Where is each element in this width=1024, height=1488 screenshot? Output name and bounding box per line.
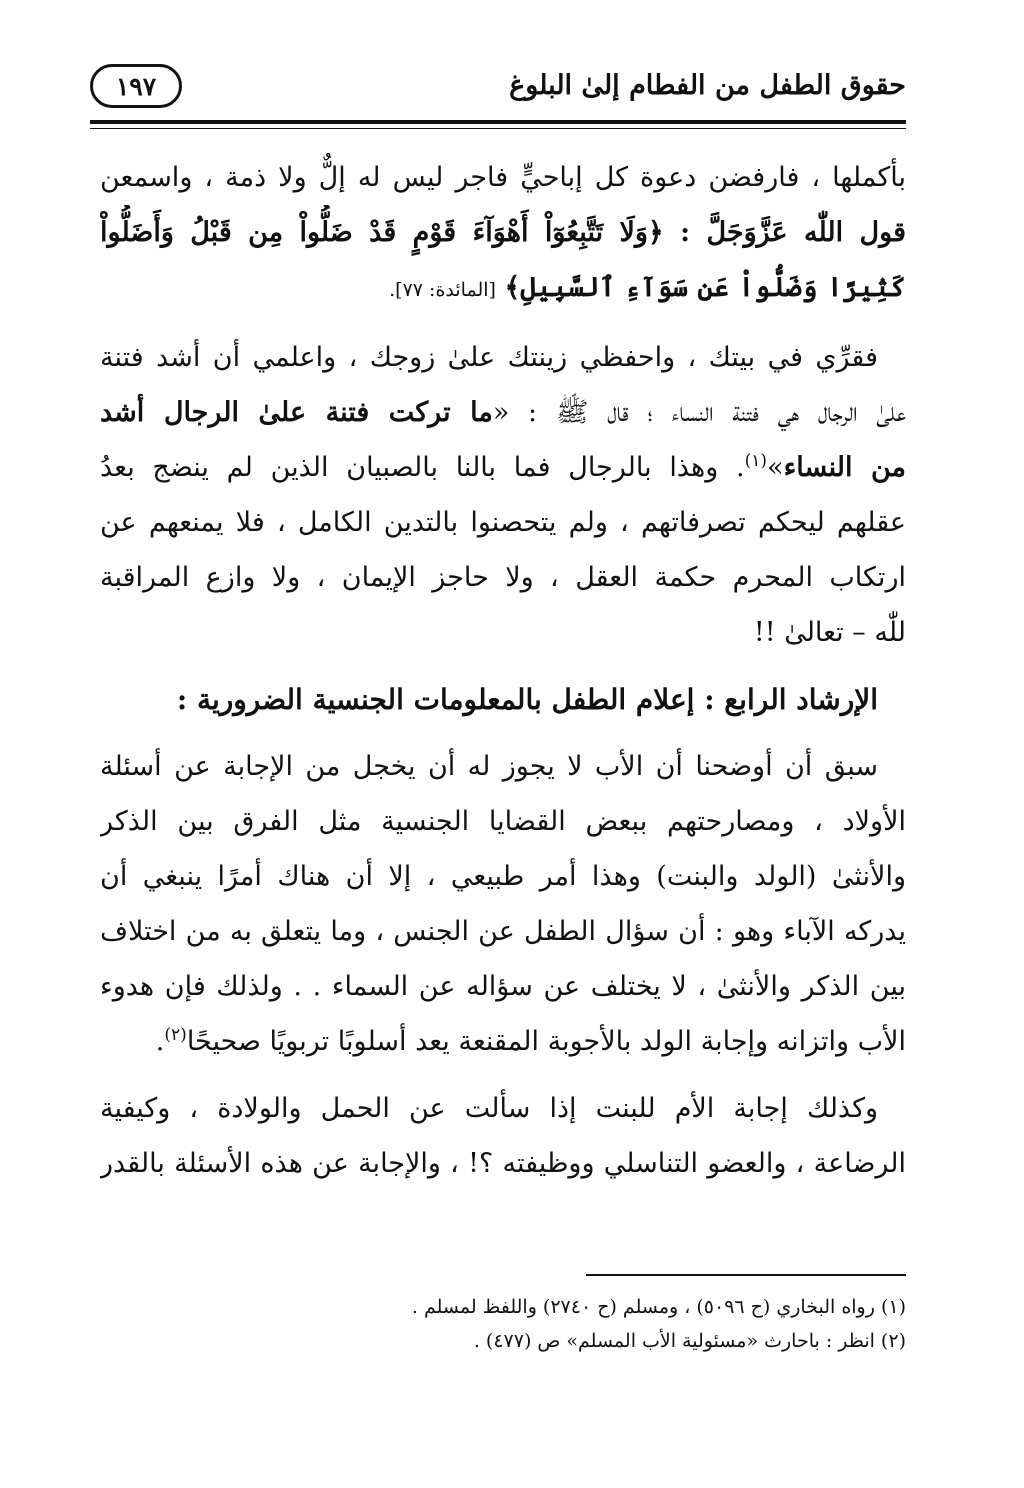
quran-reference: [المائدة: ٧٧]. xyxy=(389,279,496,301)
text-line: يدركه الآباء وهو : أن سؤال الطفل عن الجنس ، وما يتعلق به من اختلاف xyxy=(100,916,906,947)
paragraph-2 xyxy=(100,330,906,660)
text-line: بأكملها ، فارفضن دعوة كل إباحيٍّ فاجر ليس له إلٌّ ولا ذمة ، واسمعن xyxy=(100,162,906,193)
body-text xyxy=(100,150,906,1191)
text-line xyxy=(100,1014,906,1069)
footnote-1: (١) رواه البخاري (ح ٥٠٩٦) ، ومسلم (ح ٢٧٤٠) واللفظ لمسلم . xyxy=(411,1296,906,1318)
text-line: والأنثىٰ (الولد والبنت) وهذا أمر طبيعي ، إلا أن هناك أمرًا ينبغي أن xyxy=(100,861,906,892)
footnotes xyxy=(100,1290,906,1358)
header-rule-thin xyxy=(90,128,906,129)
text-line xyxy=(100,440,906,495)
text-segment: الأب واتزانه وإجابة الولد بالأجوبة المقنعة يعد أسلوبًا تربويًا صحيحًا xyxy=(186,1026,906,1057)
text-line: للّٰه – تعالىٰ !! xyxy=(753,617,906,648)
quran-verse-text: كَثِيرًا وَضَلُّواْ عَن سَوَآءِ ٱلسَّبِيلِ﴾ xyxy=(504,272,906,303)
footnote-marker: (١) xyxy=(744,451,768,471)
text-line: عقلهم ليحكم تصرفاتهم ، ولم يتحصنوا بالتدين الكامل ، فلا يمنعهم عن xyxy=(100,507,906,538)
quote-close: » xyxy=(767,452,784,483)
text-line: سبق أن أوضحنا أن الأب لا يجوز له أن يخجل من الإجابة عن أسئلة xyxy=(100,751,878,782)
footnote-separator xyxy=(586,1274,906,1276)
text-segment: علىٰ الرجال هي فتنة النساء ؛ قال ﷺ : « xyxy=(492,397,906,428)
paragraph-3 xyxy=(100,739,906,1069)
text-line: فقرِّي في بيتك ، واحفظي زينتك علىٰ زوجك ، واعلمي أن أشد فتنة xyxy=(100,342,878,373)
text-segment: . xyxy=(155,1026,165,1057)
paragraph-4 xyxy=(100,1081,906,1191)
hadith-text: ما تركت فتنة علىٰ الرجال أشد xyxy=(100,397,493,428)
quran-verse-line: قول اللّٰه عَزَّوَجَلَّ : ﴿وَلَا تَتَّبِعُوٓاْ أَهْوَآءَ قَوْمٍ قَدْ ضَلُّواْ مِن قَبْلُ وَأَضَلُّواْ xyxy=(100,217,906,248)
section-heading: الإرشاد الرابع : إعلام الطفل بالمعلومات الجنسية الضرورية : xyxy=(176,683,878,716)
hadith-text: من النساء xyxy=(783,452,906,483)
page-number-badge: ١٩٧ xyxy=(90,64,182,108)
text-line: الرضاعة ، والعضو التناسلي ووظيفته ؟! ، والإجابة عن هذه الأسئلة بالقدر xyxy=(100,1148,906,1179)
text-line xyxy=(100,385,906,440)
page-header xyxy=(90,64,906,124)
text-line: بين الذكر والأنثىٰ ، لا يختلف عن سؤاله عن السماء . . ولذلك فإن هدوء xyxy=(100,971,906,1002)
text-line: ارتكاب المحرم حكمة العقل ، ولا حاجز الإيمان ، ولا وازع المراقبة xyxy=(100,562,906,593)
text-segment: . وهذا بالرجال فما بالنا بالصبيان الذين لم ينضج بعدُ xyxy=(100,452,745,483)
paragraph-1 xyxy=(100,150,906,318)
text-line: وكذلك إجابة الأم للبنت إذا سألت عن الحمل والولادة ، وكيفية xyxy=(100,1093,878,1124)
header-rule-thick xyxy=(90,120,906,124)
footnote-2: (٢) انظر : باحارث «مسئولية الأب المسلم» ص (٤٧٧) . xyxy=(473,1330,906,1352)
footnote-marker: (٢) xyxy=(164,1025,187,1045)
text-line xyxy=(100,260,906,318)
running-title: حقوق الطفل من الفطام إلىٰ البلوغ xyxy=(509,70,906,101)
text-line: الأولاد ، ومصارحتهم ببعض القضايا الجنسية مثل الفرق بين الذكر xyxy=(100,806,906,837)
